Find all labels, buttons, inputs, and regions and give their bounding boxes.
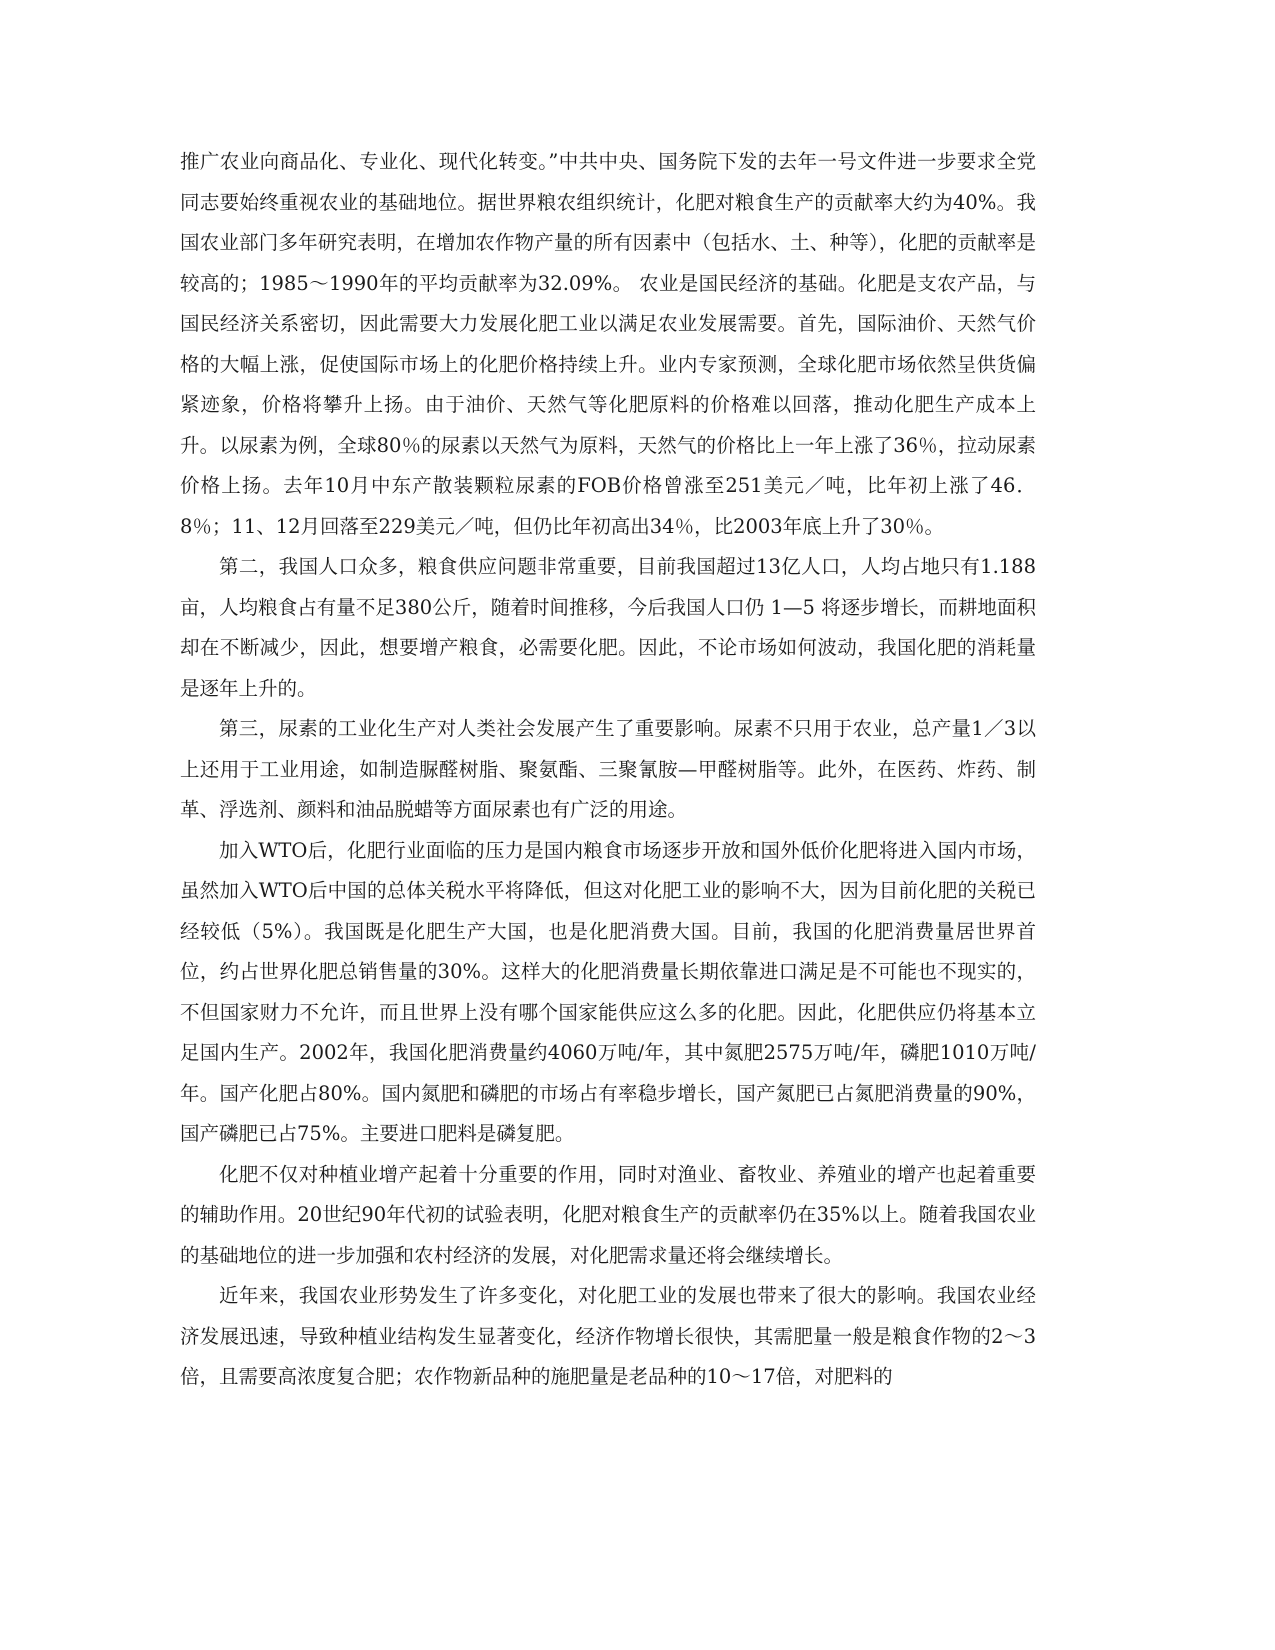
paragraph-wto: 加入WTO后，化肥行业面临的压力是国内粮食市场逐步开放和国外低价化肥将进入国内市场，虽然加入WTO后中国的总体关税水平将降低，但这对化肥工业的影响不大，因为目前化肥的关税已经较低（5%）。我国既是化肥生产大国，也是化肥消费大国。目前，我国的化肥消费量居世界首位，约占世界化肥总销售量的30%。这样大的化肥消费量长期依靠进口满足是不可能也不现实的，不但国家财力不允许，而且世界上没有哪个国家能供应这么多的化肥。因此，化肥供应仍将基本立足国内生产。2002年，我国化肥消费量约4060万吨/年，其中氮肥2575万吨/年，磷肥1010万吨/年。国产化肥占80%。国内氮肥和磷肥的市场占有率稳步增长，国产氮肥已占氮肥消费量的90%，国产磷肥已占75%。主要进口肥料是磷复肥。 [180, 838, 1036, 1145]
paragraph-urea-industry: 第三，尿素的工业化生产对人类社会发展产生了重要影响。尿素不只用于农业，总产量1／3以上还用于工业用途，如制造脲醛树脂、聚氨酯、三聚氰胺—甲醛树脂等。此外，在医药、炸药、制革、浮选剂、颜料和油品脱蜡等方面尿素也有广泛的用途。 [180, 717, 1036, 821]
document-page [180, 142, 1036, 1398]
paragraph-intro: 推广农业向商品化、专业化、现代化转变。”中共中央、国务院下发的去年一号文件进一步要求全党同志要始终重视农业的基础地位。据世界粮农组织统计，化肥对粮食生产的贡献率大约为40%。我国农业部门多年研究表明，在增加农作物产量的所有因素中（包括水、土、种等），化肥的贡献率是较高的；1985～1990年的平均贡献率为32.09%。 农业是国民经济的基础。化肥是支农产品，与国民经济关系密切，因此需要大力发展化肥工业以满足农业发展需要。首先，国际油价、天然气价格的大幅上涨，促使国际市场上的化肥价格持续上升。业内专家预测，全球化肥市场依然呈供货偏紧迹象，价格将攀升上扬。由于油价、天然气等化肥原料的价格难以回落，推动化肥生产成本上升。以尿素为例，全球80％的尿素以天然气为原料，天然气的价格比上一年上涨了36％，拉动尿素价格上扬。去年10月中东产散装颗粒尿素的FOB价格曾涨至251美元／吨，比年初上涨了46．8％；11、12月回落至229美元／吨，但仍比年初高出34％，比2003年底上升了30％。 [180, 150, 1036, 538]
paragraph-fertilizer-role: 化肥不仅对种植业增产起着十分重要的作用，同时对渔业、畜牧业、养殖业的增产也起着重要的辅助作用。20世纪90年代初的试验表明，化肥对粮食生产的贡献率仍在35%以上。随着我国农业的基础地位的进一步加强和农村经济的发展，对化肥需求量还将会继续增长。 [180, 1162, 1036, 1267]
paragraph-population: 第二，我国人口众多，粮食供应问题非常重要，目前我国超过13亿人口，人均占地只有1.188亩，人均粮食占有量不足380公斤，随着时间推移，今后我国人口仍 1—5 将逐步增长，而耕地面积却在不断减少，因此，想要增产粮食，必需要化肥。因此，不论市场如何波动，我国化肥的消耗量是逐年上升的。 [180, 555, 1036, 700]
paragraph-recent-changes: 近年来，我国农业形势发生了许多变化，对化肥工业的发展也带来了很大的影响。我国农业经济发展迅速，导致种植业结构发生显著变化，经济作物增长很快，其需肥量一般是粮食作物的2～3倍，且需要高浓度复合肥；农作物新品种的施肥量是老品种的10～17倍，对肥料的 [180, 1284, 1036, 1388]
